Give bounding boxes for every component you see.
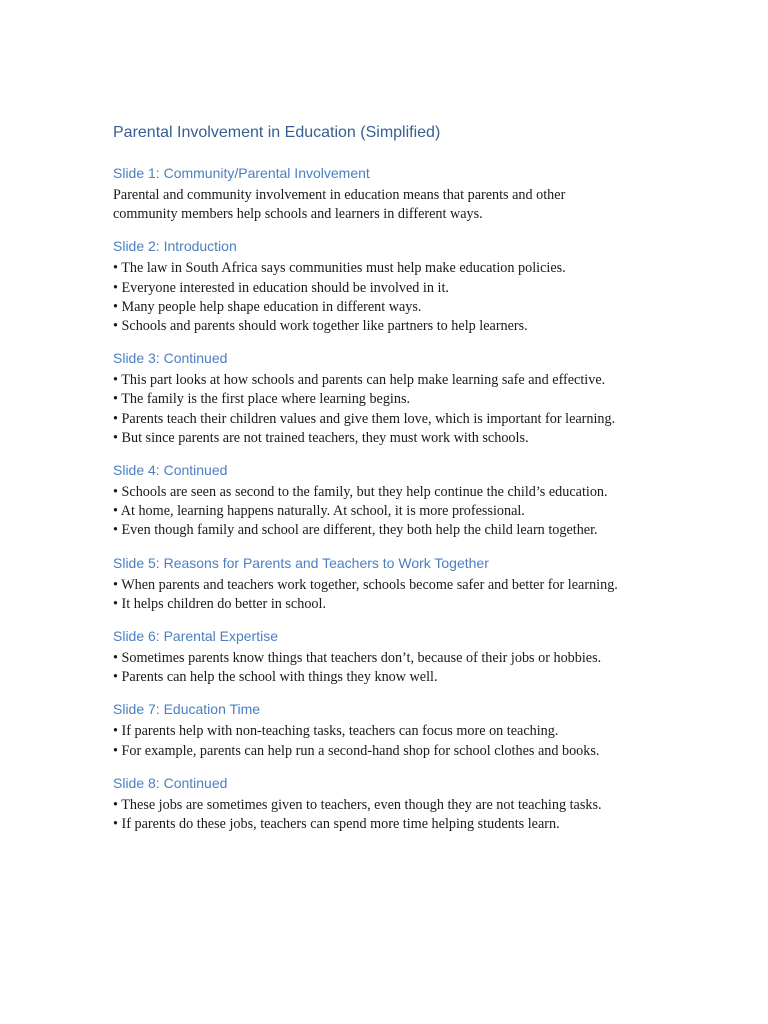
bullet-item: • Parents can help the school with things they know well.: [113, 669, 438, 686]
bullet-item: • The law in South Africa says communities must help make education policies.: [113, 260, 566, 277]
section-heading: Slide 6: Parental Expertise: [113, 628, 278, 645]
paragraph-line: community members help schools and learners in different ways.: [113, 206, 483, 223]
bullet-item: • Schools are seen as second to the family, but they help continue the child’s education.: [113, 484, 608, 501]
section-slide-4: [113, 460, 733, 541]
bullet-item: • Many people help shape education in different ways.: [113, 298, 422, 315]
bullet-item: • If parents help with non-teaching tasks, teachers can focus more on teaching.: [113, 723, 559, 740]
section-heading: Slide 4: Continued: [113, 462, 228, 479]
bullet-item: • Schools and parents should work together like partners to help learners.: [113, 318, 528, 335]
bullet-item: • Even though family and school are different, they both help the child learn together.: [113, 522, 598, 539]
section-heading: Slide 3: Continued: [113, 350, 228, 367]
bullet-item: • Everyone interested in education should be involved in it.: [113, 279, 449, 296]
section-slide-6: [113, 626, 733, 687]
bullet-item: • These jobs are sometimes given to teachers, even though they are not teaching tasks.: [113, 796, 602, 813]
document-title: Parental Involvement in Education (Simplified): [113, 124, 441, 141]
section-slide-7: [113, 699, 733, 760]
section-slide-3: [113, 348, 733, 448]
document-page: [113, 122, 733, 846]
bullet-item: • Sometimes parents know things that teachers don’t, because of their jobs or hobbies.: [113, 650, 602, 667]
section-heading: Slide 7: Education Time: [113, 701, 261, 718]
section-slide-1: [113, 163, 733, 224]
bullet-item: • This part looks at how schools and parents can help make learning safe and effective.: [113, 372, 606, 389]
bullet-item: • At home, learning happens naturally. At school, it is more professional.: [113, 503, 525, 520]
bullet-item: • If parents do these jobs, teachers can spend more time helping students learn.: [113, 816, 560, 833]
paragraph-line: Parental and community involvement in education means that parents and other: [113, 187, 566, 203]
bullet-item: • The family is the first place where learning begins.: [113, 391, 411, 408]
bullet-item: • For example, parents can help run a second-hand shop for school clothes and books.: [113, 742, 600, 759]
bullet-item: • But since parents are not trained teachers, they must work with schools.: [113, 429, 529, 446]
section-heading: Slide 8: Continued: [113, 774, 228, 791]
section-heading: Slide 5: Reasons for Parents and Teachers to Work Together: [113, 554, 489, 571]
bullet-item: • It helps children do better in school.: [113, 595, 326, 612]
section-slide-2: [113, 236, 733, 336]
section-heading: Slide 2: Introduction: [113, 238, 237, 255]
section-heading: Slide 1: Community/Parental Involvement: [113, 165, 370, 181]
bullet-item: • Parents teach their children values and give them love, which is important for learning.: [113, 410, 616, 427]
section-slide-8: [113, 773, 733, 834]
section-slide-5: [113, 553, 733, 614]
bullet-item: • When parents and teachers work together, schools become safer and better for learning.: [113, 576, 618, 593]
